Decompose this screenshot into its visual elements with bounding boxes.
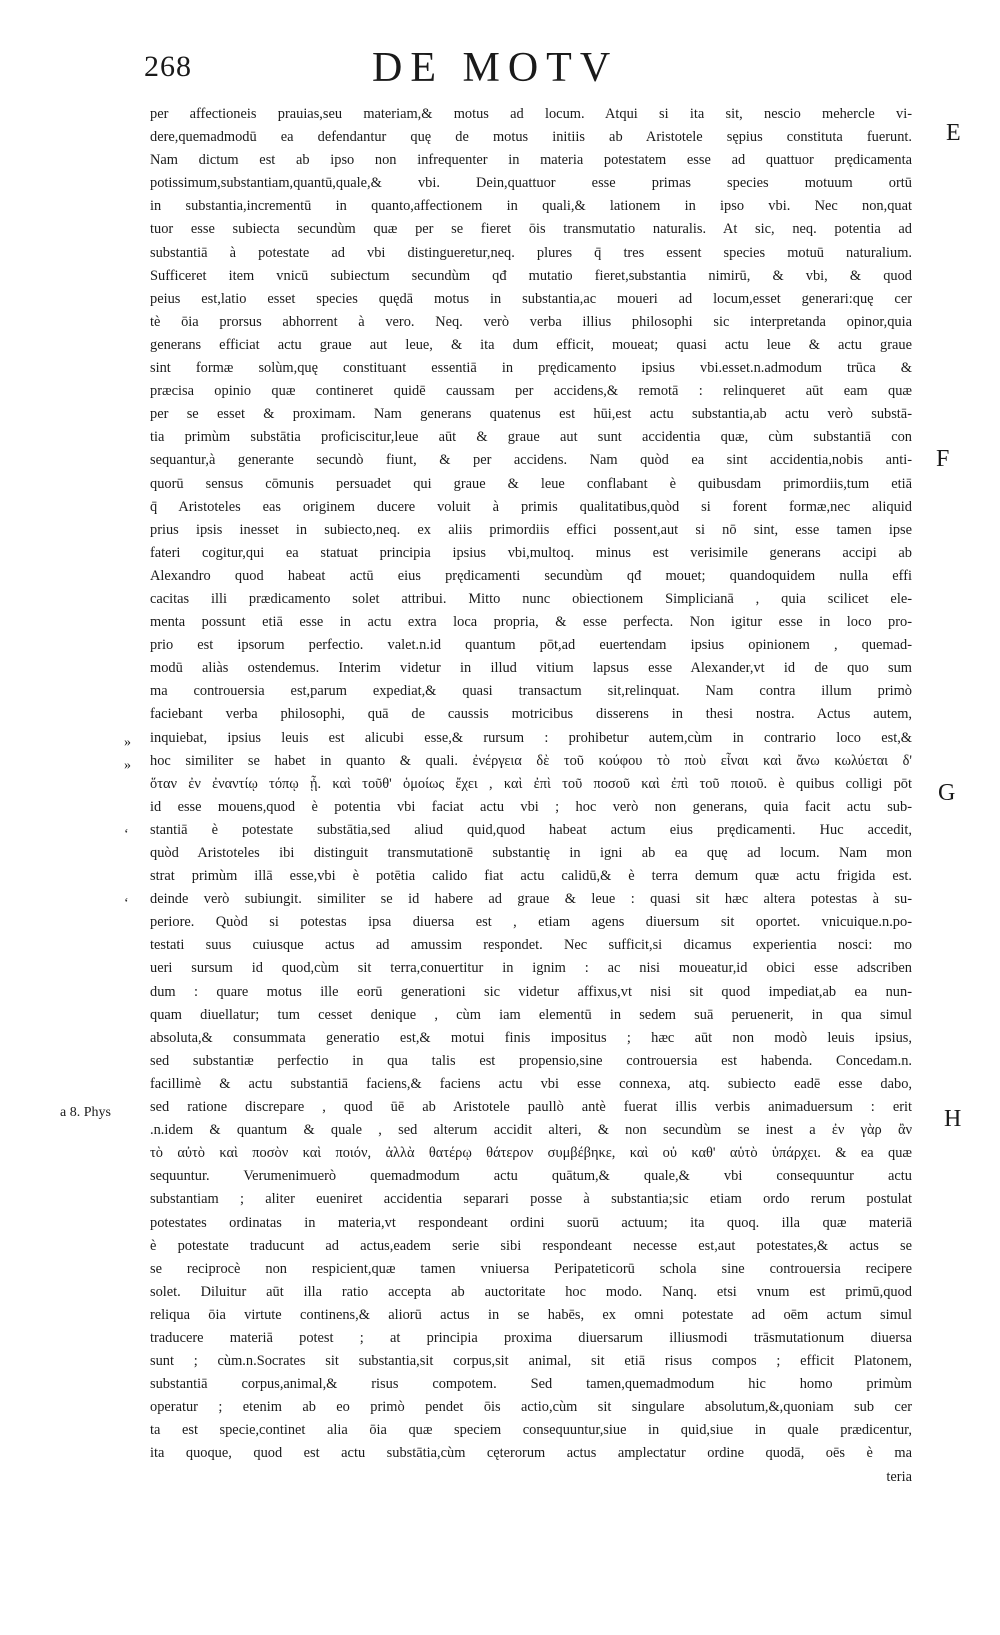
text-line: stantiā è potestate substātia,sed aliud quid,quod habeat actum eius prędicamenti. Huc accedit, — [150, 821, 912, 838]
text-line: potestates ordinatas in materia,vt respondeant ordini suorū actuum; ita quoq. illa quæ materiā — [150, 1214, 912, 1231]
text-line: sed substantiæ perfectio in qua talis est propensio,sine controuersia est habenda. Concedam.n. — [150, 1052, 912, 1069]
margin-letter-e: E — [946, 120, 961, 146]
text-line: deinde verò subiungit. similiter se id habere ad graue & leue : quasi sit hæc altera potestas à su- — [150, 891, 912, 908]
text-line: quorū sensus cōmunis persuadet qui graue & leue conflabant è quibusdam primordiis,tum etiā — [150, 475, 912, 492]
text-line: ueri sursum id quod,cùm sit terra,conuertitur in ignim : ac nisi moueatur,id obici esse adscriben — [150, 960, 912, 977]
quotation-mark: ‘ — [124, 827, 129, 842]
marginal-citation: a 8. Phys — [60, 1105, 111, 1120]
text-line: menta possunt etiā esse in actu extra loca propria, & esse perfecta. Non igitur esse in loco pro- — [150, 614, 912, 631]
text-line: è potestate traducunt ad actus,eadem serie sibi respondeant necesse est,aut potestates,& actus se — [150, 1237, 912, 1254]
text-line: substantiā à potestate ad vbi distingueretur,neq. plures q̄ tres essent species motuū naturalium. — [150, 244, 912, 261]
text-line: .n.idem & quantum & quale , sed alterum accidit alteri, & non secundùm se inest a ἐν γὰρ ἂν — [150, 1122, 912, 1139]
text-line: substantiam ; aliter eueniret accidentia separari posse à substantia;sic etiam ordo rerum postulat — [150, 1191, 912, 1208]
page-number: 268 — [144, 50, 192, 83]
text-line: sed ratione discrepare , quod ūē ab Aristotele paullò antè fuerat illis verbis animaduersum : erit — [150, 1099, 912, 1116]
text-line: per affectioneis prauias,seu materiam,& motus ad locum. Atqui si ita sit, nescio mehercle vi- — [150, 106, 912, 122]
text-line: operatur ; etenim ab eo primò pendet ōis actio,cùm sit singulare absolutum,&,quoniam sub cer — [150, 1399, 912, 1416]
text-line: faciebant verba philosophi, quā de caussis motricibus disserens in thesi nostra. Actus autem, — [150, 706, 912, 723]
text-line: Nam dictum est ab ipso non infrequenter in materia potestatem esse ad quattuor prędicamenta — [150, 152, 912, 169]
text-line: sint formæ solùm,quę constituant essentiā in prędicamento ipsius vbi.esset.n.admodum trūca & — [150, 360, 912, 377]
text-line: solet. Diluitur aūt illa ratio accepta ab auctoritate hoc modo. Nanq. etsi vnum est primū,quod — [150, 1283, 912, 1300]
text-line: potissimum,substantiam,quantū,quale,& vbi. Dein,quattuor esse primas species motuum ortū — [150, 175, 912, 192]
text-line: præcisa opinio quæ contineret quidē caussam per accidens,& remotā : relinqueret aūt eam quæ — [150, 383, 912, 400]
text-line: Alexandro quod habeat actū eius prędicamenti secundùm qđ mouet; quandoquidem nulla effi — [150, 567, 912, 584]
text-line: tia primùm substātia proficiscitur,leue aūt & graue aut sunt accidentia quæ, cùm substantiā con — [150, 429, 912, 446]
text-line: in substantia,incrementū in quanto,affectionem in quali,& lationem in ipso vbi. Nec non,quat — [150, 198, 912, 215]
text-line: ita quoque, quod est actu substātia,cùm cęterorum actus amplectatur ordine quodā, oēs è ma — [150, 1445, 912, 1462]
text-line: q̄ Aristoteles eas originem ducere voluit à primis qualitatibus,quòd si forent formæ,nec aliquid — [150, 498, 912, 515]
quotation-mark: ‘ — [124, 896, 129, 911]
text-line: tè ōia prorsus abhorrent à vero. Neq. verò verba illius philosophi sic interpretanda opinor,quia — [150, 313, 912, 330]
text-line: substantiā corpus,animal,& risus compotem. Sed tamen,quemadmodum hic homo primùm — [150, 1376, 912, 1393]
text-line: facillimè & actu substantiā faciens,& faciens actu vbi esse connexa, atq. subiecto eadē esse dabo, — [150, 1075, 912, 1092]
text-line: ὅταν ἐν ἐναντίῳ τόπῳ ᾖ. καὶ τοῦθ' ὁμοίως ἔχει , καὶ ἐπὶ τοῦ ποσοῦ καὶ ἐπὶ τοῦ ποιοῦ. è quibus colligi pōt — [150, 775, 912, 792]
text-line: inquiebat, ipsius leuis est alicubi esse,& rursum : prohibetur autem,cùm in contrario loco est,& — [150, 729, 912, 746]
text-line: ma controuersia est,parum expediat,& quasi transactum sit,relinquat. Nam contra illum primò — [150, 683, 912, 700]
body-text — [150, 103, 912, 1489]
text-line: hoc similiter se habet in quanto & quali. ἐνέργεια δὲ τοῦ κούφου τὸ ποὺ εἶναι καὶ ἄνω κωλύεται δ' — [150, 752, 912, 769]
text-line: generans efficiat actu graue aut leue, & ita dum efficit, moueat; quasi actu leue & actu graue — [150, 336, 912, 353]
text-line: dere,quemadmodū ea defendantur quę de motus initiis ab Aristotele sępius constituta fuerunt. — [150, 129, 912, 146]
text-line: absoluta,& consummata generatio est,& motui finis impositus ; hæc aūt non modò leuis ipsius, — [150, 1029, 912, 1046]
text-line: ta est specie,continet alia ōia quæ speciem consequuntur,siue in quid,siue in quale prædicentur, — [150, 1422, 912, 1439]
running-head: DE MOTV — [372, 45, 619, 91]
text-line: teria — [886, 1468, 912, 1485]
text-line: dum : quare motus ille eorū generationi sic videtur affixus,vt nisi sit quod impediat,ab ea nun- — [150, 983, 912, 1000]
text-line: fateri cogitur,qui ea statuat principia ipsius vbi,multoq. minus est verisimile generans accipi ab — [150, 544, 912, 561]
text-line: sunt ; cùm.n.Socrates sit substantia,sit corpus,sit animal, sit etiā risus compos ; efficit Platonem, — [150, 1353, 912, 1370]
text-line: per se esset & proximam. Nam generans quatenus est hūi,est actu substantia,ab actu verò substā- — [150, 406, 912, 423]
text-line: sequuntur. Verumenimuerò quemadmodum actu quātum,& quale,& vbi consequuntur actu — [150, 1168, 912, 1185]
margin-letter-f: F — [936, 446, 950, 472]
text-line: testati suus cuiusque actus ad amussim respondet. Nec sufficit,si dicamus experientia nosci: mo — [150, 937, 912, 954]
text-line: τὸ αὐτὸ καὶ ποσὸν καὶ ποιόν, ἀλλὰ θατέρῳ θάτερον συμβέβηκε, καὶ οὐ καθ' αὑτὸ ὑπάρχει. & ea quæ — [150, 1145, 912, 1162]
text-line: traducere materiā potest ; at principia proxima diuersarum illiusmodi trāsmutationum diuersa — [150, 1329, 912, 1346]
quotation-mark: » — [124, 758, 131, 773]
text-line: se reciprocè non respicient,quæ tamen vniuersa Peripateticorū schola sine controuersia recipere — [150, 1260, 912, 1277]
text-line: tuor esse subiecta secundùm quæ per se fieret ōis transmutatio naturalis. At sic, neq. potentia ad — [150, 221, 912, 238]
margin-letter-h: H — [944, 1106, 962, 1132]
text-line: modū aliàs ostendemus. Interim videtur in illud vitium lapsus esse Alexander,vt id de quo sum — [150, 660, 912, 677]
quotation-mark: » — [124, 735, 131, 750]
text-line: sequantur,à generante secundò fiunt, & per accidens. Nam quòd ea sint accidentia,nobis anti- — [150, 452, 912, 469]
margin-letter-g: G — [938, 780, 956, 806]
text-line: Sufficeret item vnicū subiectum secundùm qđ mutatio fieret,substantia nimirū, & vbi, & quod — [150, 267, 912, 284]
text-line: cacitas illi prædicamento solet attribui. Mitto nunc obiectionem Simplicianā , quia scilicet ele- — [150, 590, 912, 607]
text-line: id esse mouens,quod è potentia vbi faciat actu vbi ; hoc verò non generans, quia facit actu sub- — [150, 798, 912, 815]
text-line: prio est ipsorum perfectio. valet.n.id quantum pōt,ad euertendam ipsius opinionem , quemad- — [150, 637, 912, 654]
text-line: periore. Quòd si potestas ipsa diuersa est , etiam agens diuersum sit oportet. vnicuique.n.po- — [150, 914, 912, 931]
text-line: quam diuellatur; tum cesset denique , cùm iam elementū in sedem suā peruenerit, in qua simul — [150, 1006, 912, 1023]
text-line: prius ipsis inesset in subiecto,neq. ex aliis primordiis effici possent,aut si nō sint, esse tamen ipse — [150, 521, 912, 538]
text-line: reliqua ōia virtute continens,& aliorū actus in se habēs, ex omni potestate ad oēm actum simul — [150, 1306, 912, 1323]
text-line: peius est,latio esset species quędā motus in substantia,ac moueri ad locum,esset generari:quę cer — [150, 290, 912, 307]
text-line: quòd Aristoteles ibi distinguit transmutationē substantię in igni ab ea quę ad locum. Nam mon — [150, 845, 912, 861]
text-line: strat primùm illā esse,vbi è potētia calido fiat actu calidū,& è terra demum quæ actu frigida est. — [150, 868, 912, 885]
